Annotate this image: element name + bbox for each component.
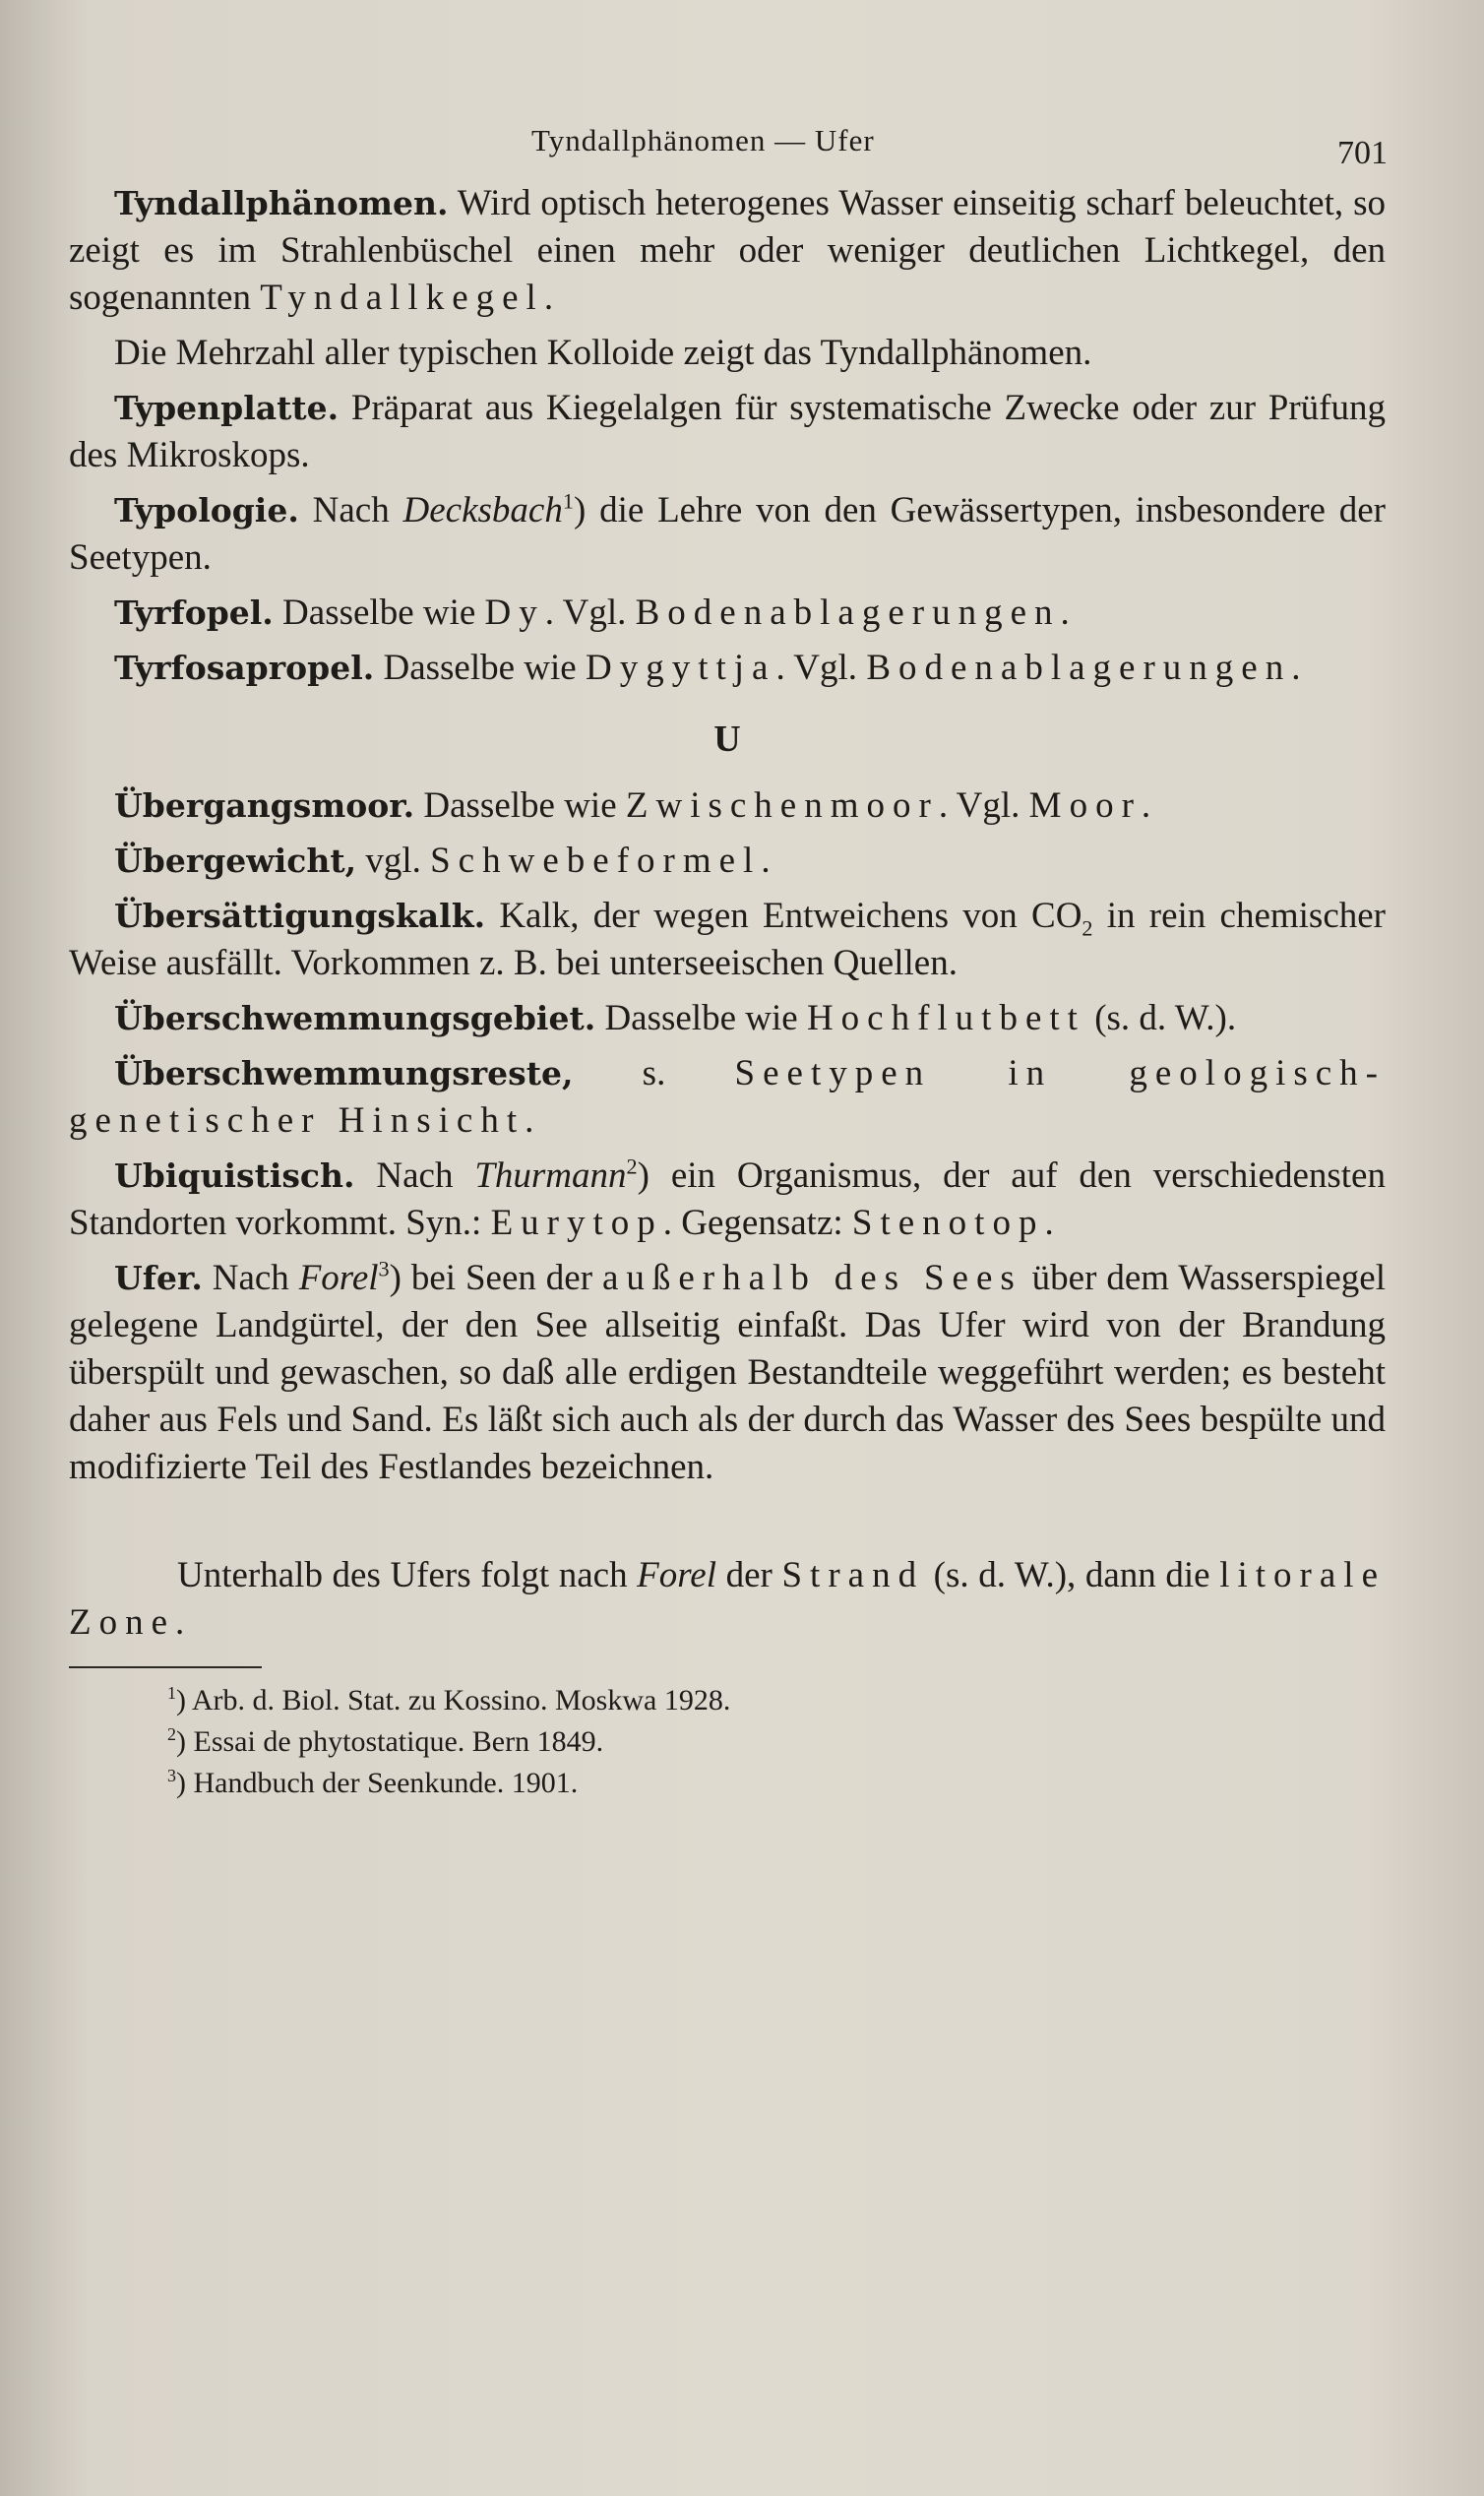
spaced-term: Dy <box>484 593 545 633</box>
entry-text: . <box>1060 593 1070 633</box>
footnote-2 <box>167 1721 1386 1763</box>
author-name: Thurmann <box>474 1155 627 1196</box>
page-body <box>69 180 1386 1804</box>
spaced-term: Dygyttja <box>585 648 776 688</box>
spaced-term: Seetypen in geologisch-genetischer Hinsicht <box>69 1053 1386 1141</box>
entry-headword: Überschwemmungsreste, <box>114 1054 574 1092</box>
entry-continuation <box>69 330 1386 377</box>
spaced-term: Strand <box>781 1555 925 1595</box>
subscript: 2 <box>1082 915 1093 941</box>
page-number: 701 <box>1337 135 1388 171</box>
spaced-term: Zwischenmoor <box>625 785 939 826</box>
entry-tyndallphaenomen <box>69 180 1386 322</box>
section-letter: U <box>713 718 741 760</box>
entry-ubiquistisch <box>69 1153 1386 1247</box>
author-name: Forel <box>637 1555 717 1595</box>
entry-text: . Vgl. <box>544 593 636 633</box>
footnote-text: ) Essai de phytostatique. Bern 1849. <box>176 1725 604 1758</box>
entry-text: ) ein Organismus, der auf den verschiedensten Standorten vorkommt. Syn.: <box>69 1155 1386 1243</box>
entry-typenplatte <box>69 385 1386 479</box>
entry-text: Wird optisch heterogenes Wasser einseitig scharf beleuchtet, so zeigt es im Strahlenbüschel einen mehr oder weniger deutlichen Lichtkegel, den sogenannten <box>69 183 1386 318</box>
entry-tyrfopel <box>69 590 1386 637</box>
entry-text: . <box>761 841 771 881</box>
entry-headword: Tyrfosapropel. <box>114 649 375 687</box>
footnote-ref: 1 <box>562 488 574 514</box>
footnote-ref: 3 <box>378 1256 390 1281</box>
footnote-text: ) Arb. d. Biol. Stat. zu Kossino. Moskwa 1928. <box>176 1684 731 1716</box>
entry-uebersaettigungskalk <box>69 893 1386 987</box>
spaced-term: Hochflutbett <box>806 998 1085 1038</box>
entry-text: Nach <box>354 1155 475 1196</box>
footnote-ref: 2 <box>626 1154 638 1179</box>
entry-text: . <box>543 278 554 318</box>
entry-text: Dasselbe wie <box>374 648 586 688</box>
spaced-term: außerhalb des Sees <box>601 1258 1022 1298</box>
entry-text: (s. d. W.). <box>1084 998 1237 1038</box>
entry-text: s. <box>573 1053 735 1093</box>
spaced-term: Schwebeformel <box>430 841 762 881</box>
entry-headword: Ufer. <box>114 1259 203 1297</box>
entry-tyrfosapropel <box>69 645 1386 692</box>
entry-text: Unterhalb des Ufers folgt nach <box>177 1555 638 1595</box>
spaced-term: Tyndallkegel <box>260 278 544 318</box>
entry-text: Nach <box>298 490 403 530</box>
entry-typologie <box>69 487 1386 582</box>
footnote-mark: 1 <box>167 1683 176 1703</box>
author-name: Forel <box>298 1258 379 1298</box>
author-name: Decksbach <box>402 490 563 530</box>
entry-text: vgl. <box>356 841 431 881</box>
entry-text: Dasselbe wie <box>595 998 807 1038</box>
entry-headword: Überschwemmungsgebiet. <box>114 999 596 1037</box>
entry-text: Kalk, der wegen Entweichens von CO <box>485 896 1082 936</box>
entry-text: ) die Lehre von den Gewässertypen, insbesondere der Seetypen. <box>69 490 1386 578</box>
footnote-1 <box>167 1680 1386 1721</box>
running-title: Tyndallphänomen — Ufer <box>531 123 875 157</box>
entry-text: . Vgl. <box>775 648 867 688</box>
entry-text: . <box>525 1100 534 1141</box>
spaced-term: Bodenablagerungen <box>866 648 1292 688</box>
entry-text: . <box>1141 785 1151 826</box>
paragraph-gap <box>69 1499 1386 1538</box>
spaced-term: Bodenablagerungen <box>635 593 1061 633</box>
entry-headword: Übergangsmoor. <box>114 786 415 825</box>
entry-text: (s. d. W.), dann die <box>924 1555 1220 1595</box>
entry-text: Die Mehrzahl aller typischen Kolloide zeigt das Tyndallphänomen. <box>114 333 1092 373</box>
entry-text: . <box>1044 1203 1054 1243</box>
spaced-term: Stenotop <box>851 1203 1045 1243</box>
entry-text: ) bei Seen der <box>389 1258 602 1298</box>
entry-uebergewicht <box>69 838 1386 885</box>
entry-text: . Vgl. <box>938 785 1029 826</box>
spaced-term: litorale Zone <box>69 1555 1386 1643</box>
entry-ufer-continuation <box>69 1552 1386 1647</box>
footnote-text: ) Handbuch der Seenkunde. 1901. <box>176 1767 579 1799</box>
entry-text: . Gegensatz: <box>662 1203 852 1243</box>
entry-text: Nach <box>202 1258 299 1298</box>
entry-headword: Typenplatte. <box>114 389 340 427</box>
footnote-mark: 2 <box>167 1724 176 1744</box>
entry-headword: Tyrfopel. <box>114 593 274 632</box>
book-page <box>69 103 1388 2446</box>
entry-text: . <box>1291 648 1301 688</box>
footnote-mark: 3 <box>167 1766 176 1785</box>
entry-text: über dem Wasserspiegel gelegene Landgürtel, der den See allseitig einfaßt. Das Ufer wird von der Brandung überspült und gewaschen, so daß alle erdigen Bestandteile weggeführt werden; es besteht daher aus Fels und Sand. Es läßt sich auch als der durch das Wasser des Sees bespülte und modifizierte Teil des Festlandes bezeichnen. <box>69 1258 1386 1487</box>
entry-ueberschwemmungsgebiet <box>69 995 1386 1042</box>
spaced-term: Eurytop <box>490 1203 663 1243</box>
footnote-3 <box>167 1763 1386 1804</box>
entry-headword: Übergewicht, <box>114 842 357 880</box>
entry-text: . <box>175 1602 185 1643</box>
footnote-rule <box>69 1666 262 1668</box>
entry-text: Präparat aus Kiegelalgen für systematische Zwecke oder zur Prüfung des Mikroskops. <box>69 388 1386 475</box>
spaced-term: Moor <box>1028 785 1142 826</box>
entry-text: in rein chemischer Weise ausfällt. Vorkommen z. B. bei unterseeischen Quellen. <box>69 896 1386 983</box>
running-header <box>69 113 1388 172</box>
entry-ufer <box>69 1255 1386 1491</box>
entry-text: der <box>716 1555 782 1595</box>
entry-text: Dasselbe wie <box>414 785 626 826</box>
entry-text: Dasselbe wie <box>273 593 485 633</box>
entry-headword: Ubiquistisch. <box>114 1156 355 1195</box>
entry-uebergangsmoor <box>69 782 1386 830</box>
entry-headword: Tyndallphänomen. <box>114 184 449 222</box>
entry-headword: Übersättigungskalk. <box>114 897 486 935</box>
entry-ueberschwemmungsreste <box>69 1050 1386 1145</box>
entry-headword: Typologie. <box>114 491 299 530</box>
